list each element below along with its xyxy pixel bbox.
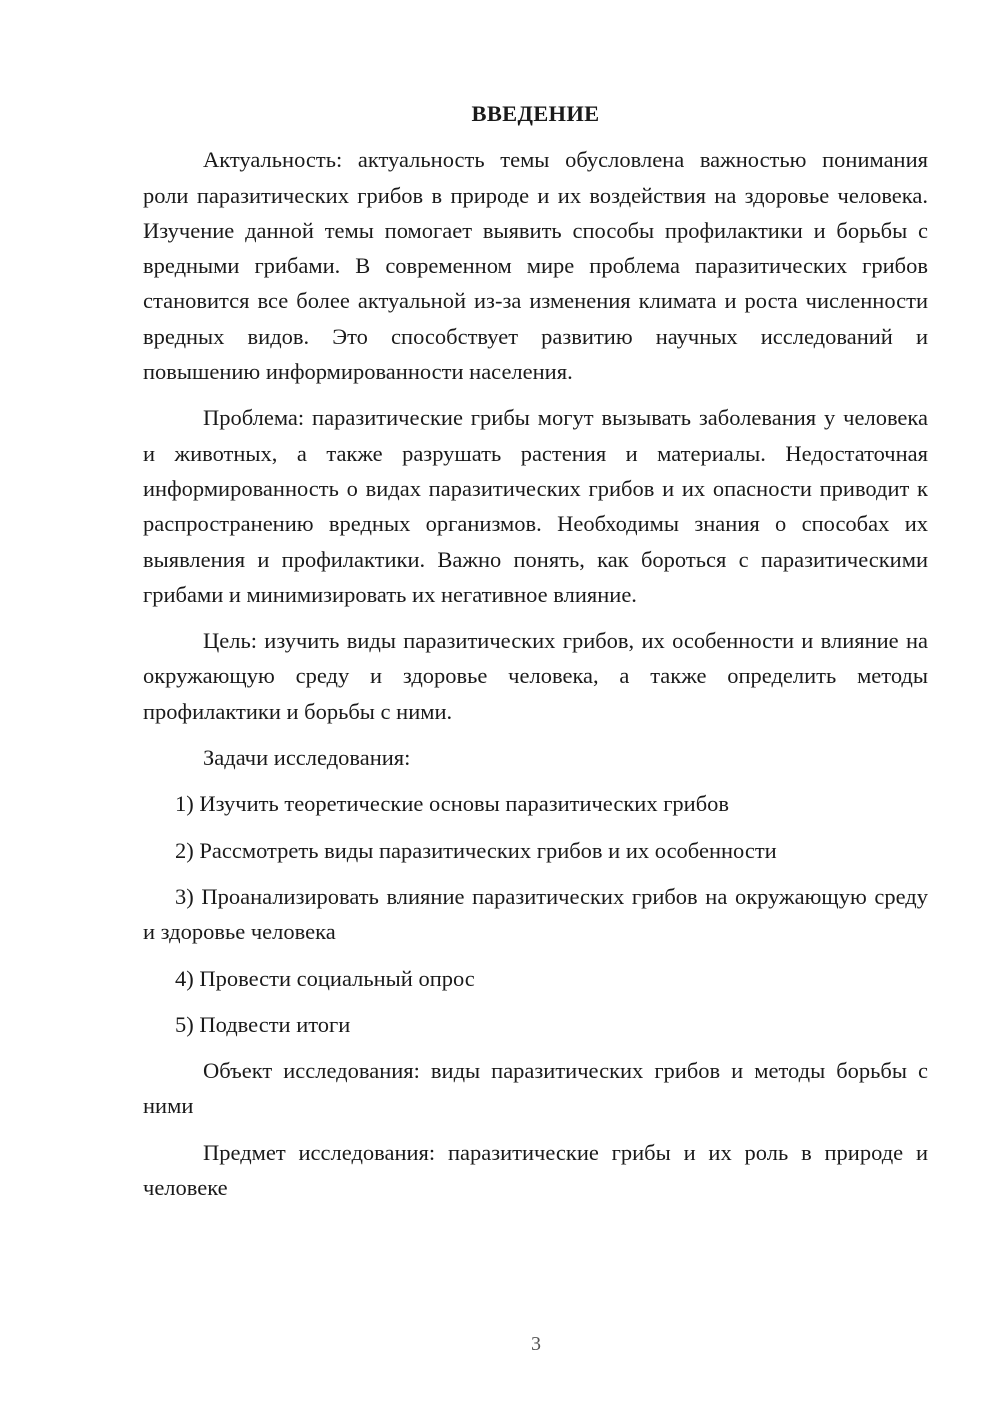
page-number: 3 xyxy=(531,1333,541,1355)
section-title: ВВЕДЕНИЕ xyxy=(471,101,600,126)
task-item: 2) Рассмотреть виды паразитических грибов и их особенности xyxy=(175,837,777,863)
page-content xyxy=(143,96,928,1216)
goal-paragraph: Цель: изучить виды паразитических грибов, их особенности и влияние на окружающую среду и здоровье человека, а также определить методы профилактики и борьбы с ними. xyxy=(143,628,928,724)
problem-paragraph: Проблема: паразитические грибы могут вызывать заболевания у человека и животных, а также разрушать растения и материалы. Недостаточная информированность о видах паразитических грибов и их опасности приводит к распространению вредных организмов. Необходимы знания о способах их выявления и профилактики. Важно понять, как бороться с паразитическими грибами и минимизировать их негативное влияние. xyxy=(143,405,928,607)
subject-paragraph: Предмет исследования: паразитические грибы и их роль в природе и человеке xyxy=(143,1139,928,1201)
relevance-paragraph: Актуальность: актуальность темы обусловлена важностью понимания роли паразитических грибов в природе и их воздействия на здоровье человека. Изучение данной темы помогает выявить способы профилактики и борьбы с вредными грибами. В современном мире проблема паразитических грибов становится все более актуальной из-за изменения климата и роста численности вредных видов. Это способствует развитию научных исследований и повышению информированности населения. xyxy=(143,147,928,385)
task-item: 1) Изучить теоретические основы паразитических грибов xyxy=(175,791,730,817)
task-item: 3) Проанализировать влияние паразитических грибов на окружающую среду и здоровье человека xyxy=(143,883,928,945)
task-item: 4) Провести социальный опрос xyxy=(175,965,475,991)
task-item: 5) Подвести итоги xyxy=(175,1011,351,1037)
tasks-heading: Задачи исследования: xyxy=(203,745,411,771)
object-paragraph: Объект исследования: виды паразитических грибов и методы борьбы с ними xyxy=(143,1058,928,1119)
tasks-list xyxy=(143,786,928,1042)
